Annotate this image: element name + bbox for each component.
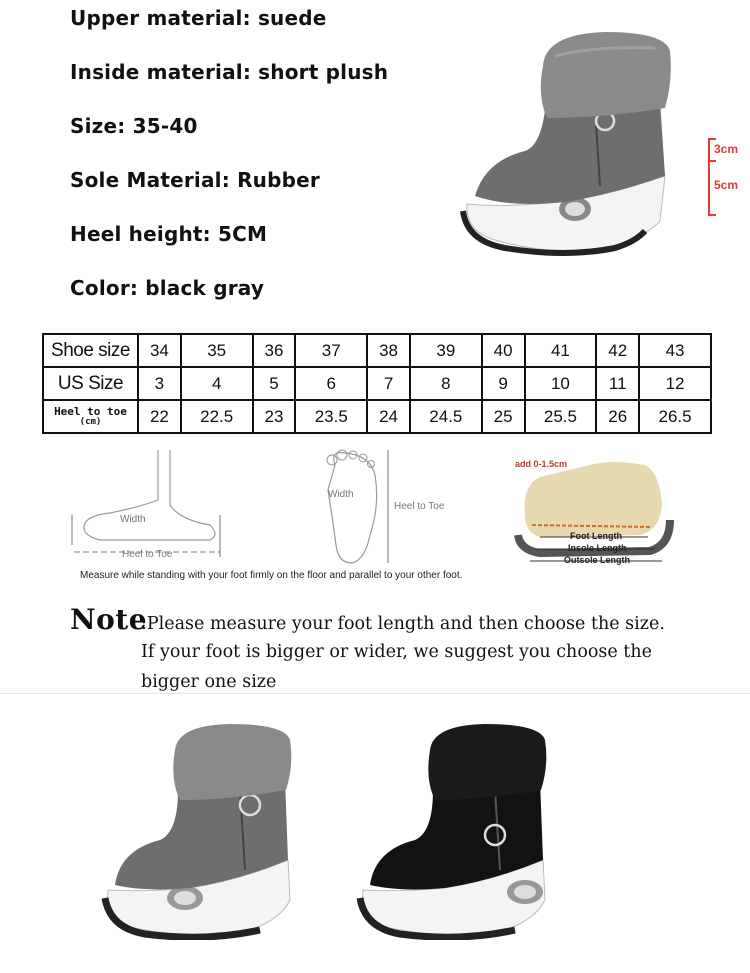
table-cell: 36 <box>253 334 296 367</box>
note-line-3: bigger one size <box>141 672 277 692</box>
spec-heel-height: Heel height: 5CM <box>70 222 268 246</box>
row-header-heel-to-toe <box>43 400 138 433</box>
sole-width-label: Width <box>328 489 354 500</box>
table-cell: 41 <box>525 334 597 367</box>
note-heading: Note <box>70 603 148 636</box>
spec-color: Color: black gray <box>70 276 265 300</box>
table-cell: 24 <box>367 400 410 433</box>
table-cell: 25 <box>482 400 525 433</box>
side-width-label: Width <box>120 514 146 525</box>
row-header-heel-to-toe-label: Heel to toe <box>54 404 127 418</box>
insole-length-label: Insole Length <box>568 543 627 553</box>
add-length-label: add 0-1.5cm <box>515 459 568 469</box>
table-row-heel-to-toe <box>43 400 711 433</box>
row-header-shoe-size: Shoe size <box>43 334 138 367</box>
table-cell: 9 <box>482 367 525 400</box>
section-divider <box>0 693 750 694</box>
table-cell: 24.5 <box>410 400 482 433</box>
spec-inside-material: Inside material: short plush <box>70 60 389 84</box>
table-cell: 12 <box>639 367 711 400</box>
table-cell: 26.5 <box>639 400 711 433</box>
dimension-marker <box>708 138 750 218</box>
table-row-us-size <box>43 367 711 400</box>
dimension-tick-top <box>708 138 716 140</box>
measurement-caption: Measure while standing with your foot firmly on the floor and parallel to your other foot. <box>80 570 463 581</box>
table-cell: 6 <box>295 367 367 400</box>
table-cell: 3 <box>138 367 181 400</box>
table-cell: 23 <box>253 400 296 433</box>
table-cell: 42 <box>596 334 639 367</box>
row-header-us-size: US Size <box>43 367 138 400</box>
table-cell: 11 <box>596 367 639 400</box>
table-cell: 39 <box>410 334 482 367</box>
table-cell: 22.5 <box>181 400 253 433</box>
sole-heel-to-toe-label: Heel to Toe <box>394 501 445 512</box>
side-heel-to-toe-label: Heel to Toe <box>122 549 173 560</box>
spec-size: Size: 35-40 <box>70 114 198 138</box>
size-note <box>70 603 147 636</box>
table-cell: 40 <box>482 334 525 367</box>
shoe-cross-section-diagram <box>515 459 670 565</box>
table-cell: 4 <box>181 367 253 400</box>
dimension-upper-label: 3cm <box>714 142 739 156</box>
table-cell: 38 <box>367 334 410 367</box>
dimension-line <box>708 138 710 216</box>
size-chart-table <box>42 333 712 434</box>
table-cell: 25.5 <box>525 400 597 433</box>
row-header-heel-to-toe-unit: (cm) <box>79 416 102 427</box>
sole-outline-diagram <box>327 450 445 563</box>
table-row-shoe-size <box>43 334 711 367</box>
table-cell: 23.5 <box>295 400 367 433</box>
spec-upper-material: Upper material: suede <box>70 6 327 30</box>
table-cell: 5 <box>253 367 296 400</box>
black-boot-image <box>355 720 555 940</box>
table-cell: 22 <box>138 400 181 433</box>
dimension-tick-bottom <box>708 214 716 216</box>
foot-measurement-diagrams <box>70 445 690 590</box>
side-foot-diagram <box>72 450 220 560</box>
table-cell: 34 <box>138 334 181 367</box>
gray-boot-image <box>455 26 705 261</box>
foot-length-label: Foot Length <box>570 531 622 541</box>
outsole-length-label: Outsole Length <box>564 555 630 565</box>
dimension-heel-label: 5cm <box>714 178 739 192</box>
note-line-2: If your foot is bigger or wider, we suggest you choose the <box>141 642 652 662</box>
note-line-1: :Please measure your foot length and then choose the size. <box>141 614 665 634</box>
dimension-tick-mid <box>708 160 716 162</box>
gray-boot-front-image <box>100 720 300 940</box>
table-cell: 35 <box>181 334 253 367</box>
table-cell: 10 <box>525 367 597 400</box>
spec-sole-material: Sole Material: Rubber <box>70 168 320 192</box>
table-cell: 8 <box>410 367 482 400</box>
table-cell: 43 <box>639 334 711 367</box>
table-cell: 7 <box>367 367 410 400</box>
table-cell: 26 <box>596 400 639 433</box>
table-cell: 37 <box>295 334 367 367</box>
